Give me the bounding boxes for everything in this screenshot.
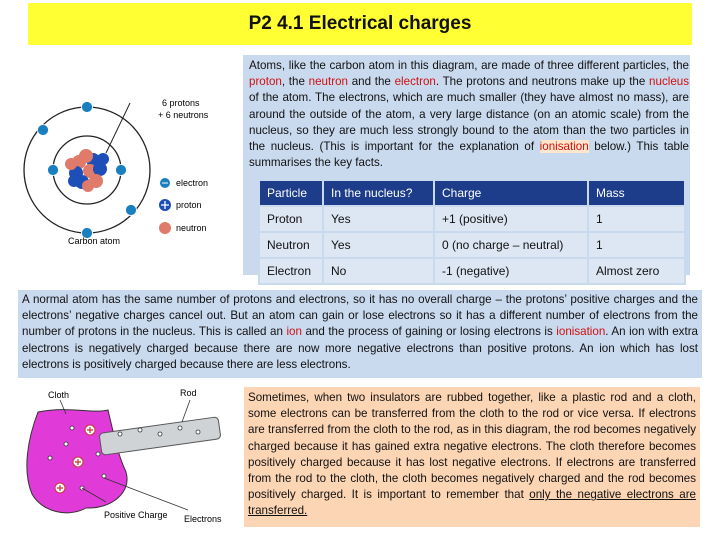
electrons-label: Electrons bbox=[184, 514, 222, 524]
col-charge: Charge bbox=[434, 180, 588, 206]
col-particle: Particle bbox=[259, 180, 323, 206]
atom-caption: Carbon atom bbox=[68, 236, 121, 246]
legend-proton-label: proton bbox=[176, 200, 202, 210]
table-row bbox=[259, 206, 685, 232]
table-row bbox=[259, 258, 685, 284]
ion-paragraph: A normal atom has the same number of protons and electrons, so it has no overall charge – the protons’ positive charges and the electrons’ negative charges cancel out. But an atom can gain or lose electrons so it has a different number of electrons from the number of protons in the nucleus. This is called an ion and the process of gaining or losing electrons is ionisation. An ion with extra electrons is negatively charged because there are now more negative electrons than positive protons. An ion which has lost electrons is positively charged because there are less electrons. bbox=[18, 290, 702, 378]
table-cell: No bbox=[323, 258, 434, 284]
term-nucleus: nucleus bbox=[649, 75, 690, 89]
cloth-label: Cloth bbox=[48, 390, 70, 400]
intro-paragraph: Atoms, like the carbon atom in this diagram, are made of three different particles, the proton, the neutron and the electron. The protons and neutrons make up the nucleus of the atom. The electrons, which are much smaller (they have almost no mass), are around the outside of the atom, a very large distance (on an atomic scale) from the nucleus, so they are much less strongly bound to the atom than the two particles in the nucleus. (This is important for the explanation of ionisation below.) This table summarises the key facts. bbox=[249, 59, 690, 170]
term-ionisation-2: ionisation bbox=[556, 325, 606, 339]
rod-label: Rod bbox=[180, 388, 197, 398]
table-cell: Proton bbox=[259, 206, 323, 232]
carbon-atom-diagram bbox=[10, 55, 240, 255]
table-cell: Almost zero bbox=[588, 258, 685, 284]
nucleus-icon bbox=[65, 149, 109, 192]
table-cell: Yes bbox=[323, 232, 434, 258]
table-cell: -1 (negative) bbox=[434, 258, 588, 284]
table-cell: 0 (no charge – neutral) bbox=[434, 232, 588, 258]
table-cell: 1 bbox=[588, 232, 685, 258]
protons-label: 6 protons bbox=[162, 98, 200, 108]
term-electron: electron bbox=[394, 75, 436, 89]
term-proton: proton bbox=[249, 75, 282, 89]
col-in-nucleus: In the nucleus? bbox=[323, 180, 434, 206]
legend-electron-label: electron bbox=[176, 178, 209, 188]
rubbing-paragraph: Sometimes, when two insulators are rubbed together, like a plastic rod and a cloth, some electrons can be transferred from the cloth to the rod or vice versa. If electrons are transferred from the cloth to the rod, as in this diagram, the rod becomes negatively charged because it has gained extra negative electrons. The cloth therefore becomes positively charged because it has lost negative electrons. If electrons are transferred from the rod to the cloth, the cloth becomes negatively charged and the rod becomes positively charged. It is important to remember that only the negative electrons are transferred. bbox=[248, 391, 696, 518]
table-cell: 1 bbox=[588, 206, 685, 232]
rod-cloth-diagram bbox=[20, 384, 242, 534]
col-mass: Mass bbox=[588, 180, 685, 206]
positive-charge-text: Positive Charge bbox=[104, 510, 168, 520]
legend-neutron-label: neutron bbox=[176, 223, 207, 233]
term-ionisation: ionisation bbox=[539, 140, 589, 154]
term-ion: ion bbox=[286, 325, 302, 339]
table-cell: Electron bbox=[259, 258, 323, 284]
table-row bbox=[259, 232, 685, 258]
neutrons-label: + 6 neutrons bbox=[158, 110, 209, 120]
term-neutron: neutron bbox=[308, 75, 348, 89]
positive-charge-label bbox=[104, 510, 168, 520]
particle-table bbox=[258, 179, 686, 285]
table-cell: Yes bbox=[323, 206, 434, 232]
page-title: P2 4.1 Electrical charges bbox=[248, 13, 472, 34]
table-cell: +1 (positive) bbox=[434, 206, 588, 232]
table-cell: Neutron bbox=[259, 232, 323, 258]
emphasis-text: only the negative electrons are transferred. bbox=[248, 488, 696, 518]
legend-neutron-icon bbox=[159, 222, 171, 234]
table-header-row bbox=[259, 180, 685, 206]
title-bar bbox=[28, 3, 692, 45]
